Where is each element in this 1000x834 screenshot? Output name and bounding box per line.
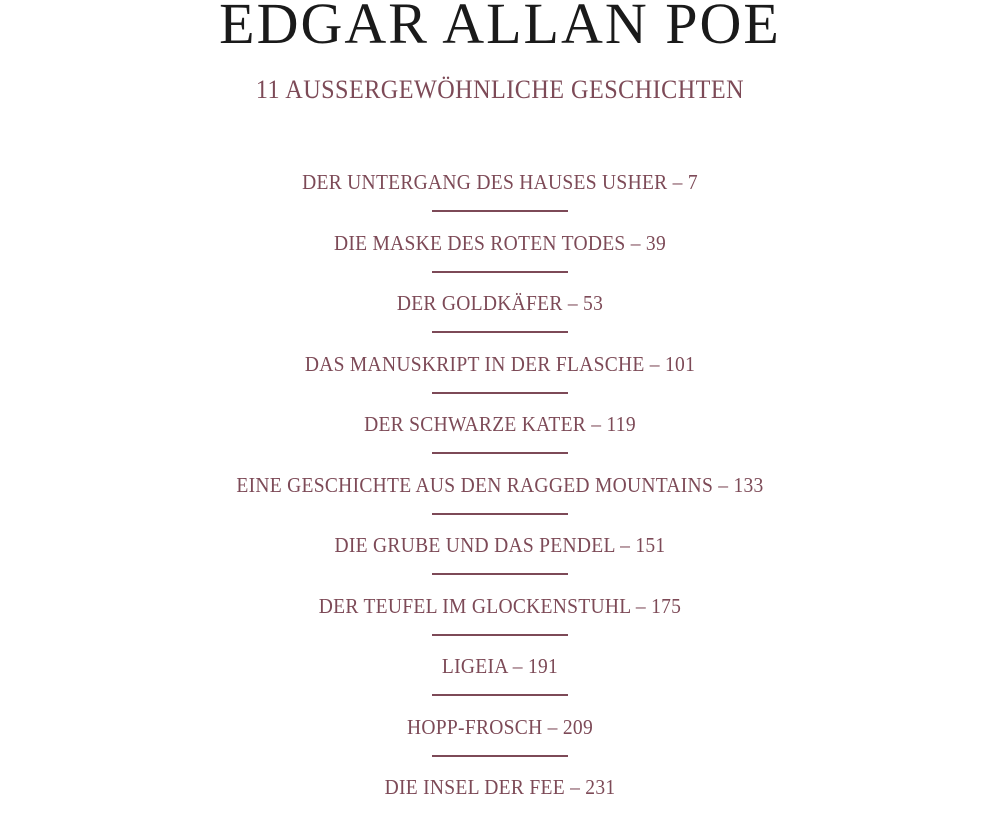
toc-entry-title: EINE GESCHICHTE AUS DEN RAGGED MOUNTAINS – 133 bbox=[236, 472, 764, 497]
toc-entry bbox=[0, 531, 1000, 592]
toc-entry-title: DAS MANUSKRIPT IN DER FLASCHE – 101 bbox=[304, 351, 696, 376]
toc-entry-title: DIE MASKE DES ROTEN TODES – 39 bbox=[333, 230, 667, 255]
toc-divider bbox=[432, 331, 568, 333]
toc-entry-title: DIE GRUBE UND DAS PENDEL – 151 bbox=[334, 533, 666, 557]
toc-entry bbox=[0, 471, 1000, 532]
toc-divider bbox=[432, 392, 568, 394]
toc-entry-title: DER SCHWARZE KATER – 119 bbox=[364, 412, 636, 436]
toc-divider bbox=[432, 694, 568, 696]
toc-divider bbox=[432, 634, 568, 636]
toc-divider bbox=[432, 210, 568, 212]
toc-entry bbox=[0, 773, 1000, 834]
toc-divider bbox=[432, 452, 568, 454]
table-of-contents bbox=[0, 168, 1000, 834]
toc-entry-title: DER UNTERGANG DES HAUSES USHER – 7 bbox=[302, 170, 698, 194]
toc-entry bbox=[0, 229, 1000, 290]
toc-entry bbox=[0, 592, 1000, 653]
toc-entry bbox=[0, 350, 1000, 411]
toc-entry bbox=[0, 713, 1000, 774]
toc-entry-title: LIGEIA – 191 bbox=[441, 654, 559, 678]
toc-entry bbox=[0, 652, 1000, 713]
author-name: EDGAR ALLAN POE bbox=[219, 0, 781, 56]
toc-divider bbox=[432, 271, 568, 273]
toc-divider bbox=[432, 513, 568, 515]
toc-entry-title: HOPP-FROSCH – 209 bbox=[407, 714, 593, 739]
toc-divider bbox=[432, 755, 568, 757]
toc-entry-title: DER TEUFEL IM GLOCKENSTUHL – 175 bbox=[318, 593, 682, 618]
toc-entry bbox=[0, 410, 1000, 471]
toc-entry bbox=[0, 289, 1000, 350]
toc-entry-title: DIE INSEL DER FEE – 231 bbox=[384, 775, 616, 799]
toc-entry-title: DER GOLDKÄFER – 53 bbox=[396, 291, 604, 315]
book-subtitle: 11 AUSSERGEWÖHNLICHE GESCHICHTEN bbox=[255, 75, 745, 104]
toc-divider bbox=[432, 573, 568, 575]
toc-entry bbox=[0, 168, 1000, 229]
